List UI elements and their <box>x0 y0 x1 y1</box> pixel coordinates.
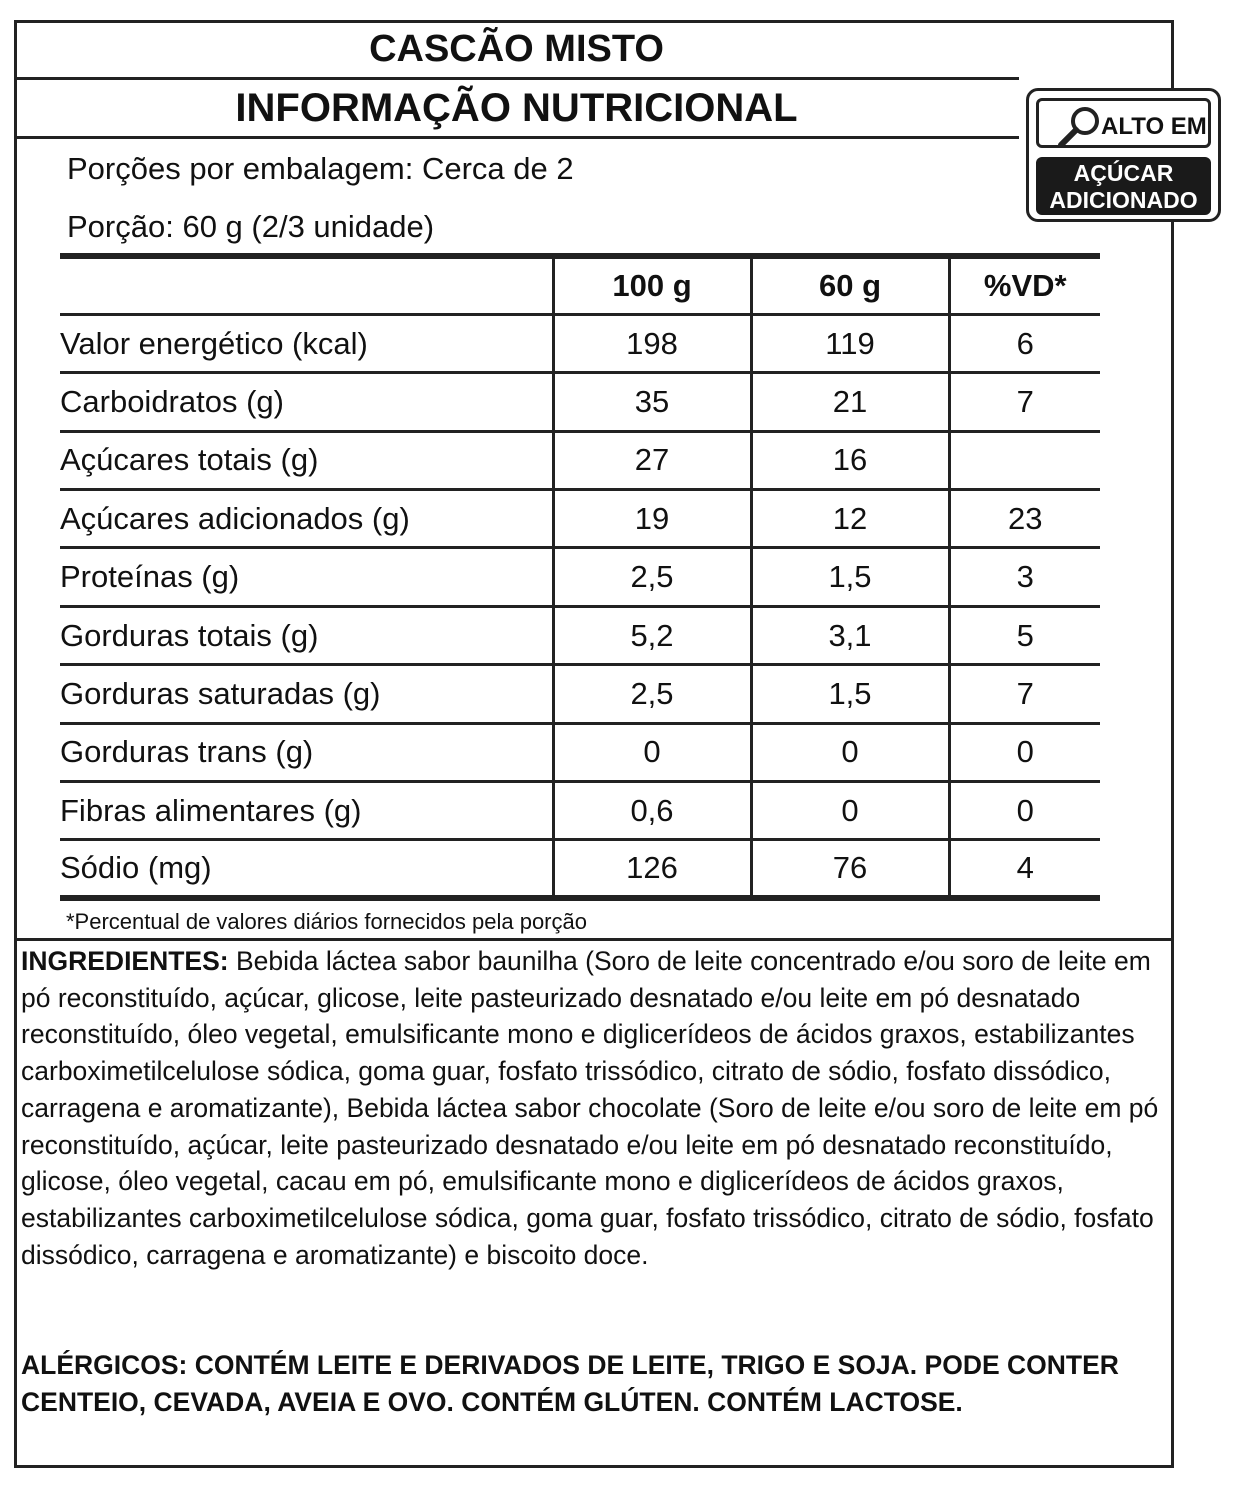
portions-per-package: Porções por embalagem: Cerca de 2 <box>67 151 574 186</box>
ingredients-text: Bebida láctea sabor baunilha (Soro de leite concentrado e/ou soro de leite em pó reconstituído, açúcar, glicose, leite pasteurizado desnatado e/ou leite em pó desnatado reconstituído, óleo vegetal, emulsificante mono e diglicerídeos de ácidos graxos, estabilizantes carboximetilcelulose sódica, goma guar, fosfato trissódico, citrato de sódio, fosfato dissódico, carragena e aromatizante), Bebida láctea sabor chocolate (Soro de leite e/ou soro de leite em pó reconstituído, açúcar, leite pasteurizado desnatado e/ou leite em pó desnatado reconstituído, glicose, óleo vegetal, cacau em pó, emulsificante mono e diglicerídeos de ácidos graxos, estabilizantes carboximetilcelulose sódica, goma guar, fosfato trissódico, citrato de sódio, fosfato dissódico, carragena e aromatizante) e biscoito doce. <box>21 946 1159 1270</box>
badge-bottom-box <box>1036 157 1211 215</box>
nutrient-label: Valor energético (kcal) <box>60 325 368 361</box>
value-vd: 7 <box>949 373 1100 431</box>
value-60g: 0 <box>751 723 949 781</box>
divider <box>14 77 1019 80</box>
value-60g: 16 <box>751 431 949 489</box>
table-header-row <box>60 256 1100 314</box>
value-vd: 23 <box>949 490 1100 548</box>
value-100g: 2,5 <box>553 665 751 723</box>
allergens-statement: ALÉRGICOS: CONTÉM LEITE E DERIVADOS DE LEITE, TRIGO E SOJA. PODE CONTER CENTEIO, CEVADA, AVEIA E OVO. CONTÉM GLÚTEN. CONTÉM LACTOSE. <box>21 1350 1119 1417</box>
portion-size: Porção: 60 g (2/3 unidade) <box>67 209 435 244</box>
nutrient-label: Gorduras totais (g) <box>60 617 319 653</box>
value-60g: 1,5 <box>751 665 949 723</box>
table-row <box>60 723 1100 781</box>
value-vd: 3 <box>949 548 1100 606</box>
nutrient-label: Fibras alimentares (g) <box>60 792 362 828</box>
value-100g: 126 <box>553 840 751 898</box>
column-header-100g: 100 g <box>553 256 751 314</box>
nutrient-label: Sódio (mg) <box>60 850 212 886</box>
value-vd: 5 <box>949 606 1100 664</box>
table-row <box>60 840 1100 898</box>
table-row <box>60 782 1100 840</box>
high-sugar-warning-badge <box>1026 88 1221 222</box>
table-row <box>60 665 1100 723</box>
value-vd: 0 <box>949 782 1100 840</box>
badge-top-text: ALTO EM <box>1101 113 1207 140</box>
value-100g: 27 <box>553 431 751 489</box>
divider <box>14 938 1174 941</box>
value-100g: 19 <box>553 490 751 548</box>
ingredients-label: INGREDIENTES: <box>21 946 229 976</box>
panel-title: INFORMAÇÃO NUTRICIONAL <box>235 86 798 130</box>
value-100g: 0 <box>553 723 751 781</box>
value-100g: 35 <box>553 373 751 431</box>
nutrient-label: Açúcares adicionados (g) <box>60 500 410 536</box>
nutrient-label: Açúcares totais (g) <box>60 442 319 478</box>
value-vd <box>949 431 1100 489</box>
value-vd: 4 <box>949 840 1100 898</box>
value-vd: 6 <box>949 314 1100 372</box>
value-100g: 5,2 <box>553 606 751 664</box>
ingredients-block <box>21 943 1171 1273</box>
table-row <box>60 431 1100 489</box>
value-100g: 198 <box>553 314 751 372</box>
value-vd: 0 <box>949 723 1100 781</box>
table-row <box>60 548 1100 606</box>
badge-line2: ADICIONADO <box>1049 187 1198 213</box>
value-60g: 12 <box>751 490 949 548</box>
column-header-60g: 60 g <box>751 256 949 314</box>
table-row <box>60 314 1100 372</box>
nutrition-table <box>60 253 1100 901</box>
divider <box>14 136 1019 139</box>
table-footnote: *Percentual de valores diários fornecidos pela porção <box>66 909 587 934</box>
value-60g: 119 <box>751 314 949 372</box>
value-60g: 1,5 <box>751 548 949 606</box>
table-row <box>60 373 1100 431</box>
table-row <box>60 606 1100 664</box>
value-60g: 3,1 <box>751 606 949 664</box>
table-row <box>60 490 1100 548</box>
badge-top-box <box>1036 98 1211 148</box>
column-header-vd: %VD* <box>949 256 1100 314</box>
value-100g: 0,6 <box>553 782 751 840</box>
product-name: CASCÃO MISTO <box>369 28 664 70</box>
badge-line1: AÇÚCAR <box>1073 160 1174 186</box>
value-vd: 7 <box>949 665 1100 723</box>
nutrient-label: Gorduras saturadas (g) <box>60 675 381 711</box>
nutrient-label: Carboidratos (g) <box>60 383 284 419</box>
value-60g: 76 <box>751 840 949 898</box>
nutrient-label: Proteínas (g) <box>60 559 240 595</box>
value-100g: 2,5 <box>553 548 751 606</box>
magnifier-icon <box>1049 105 1109 149</box>
column-header <box>60 256 553 314</box>
value-60g: 21 <box>751 373 949 431</box>
nutrient-label: Gorduras trans (g) <box>60 734 314 770</box>
value-60g: 0 <box>751 782 949 840</box>
